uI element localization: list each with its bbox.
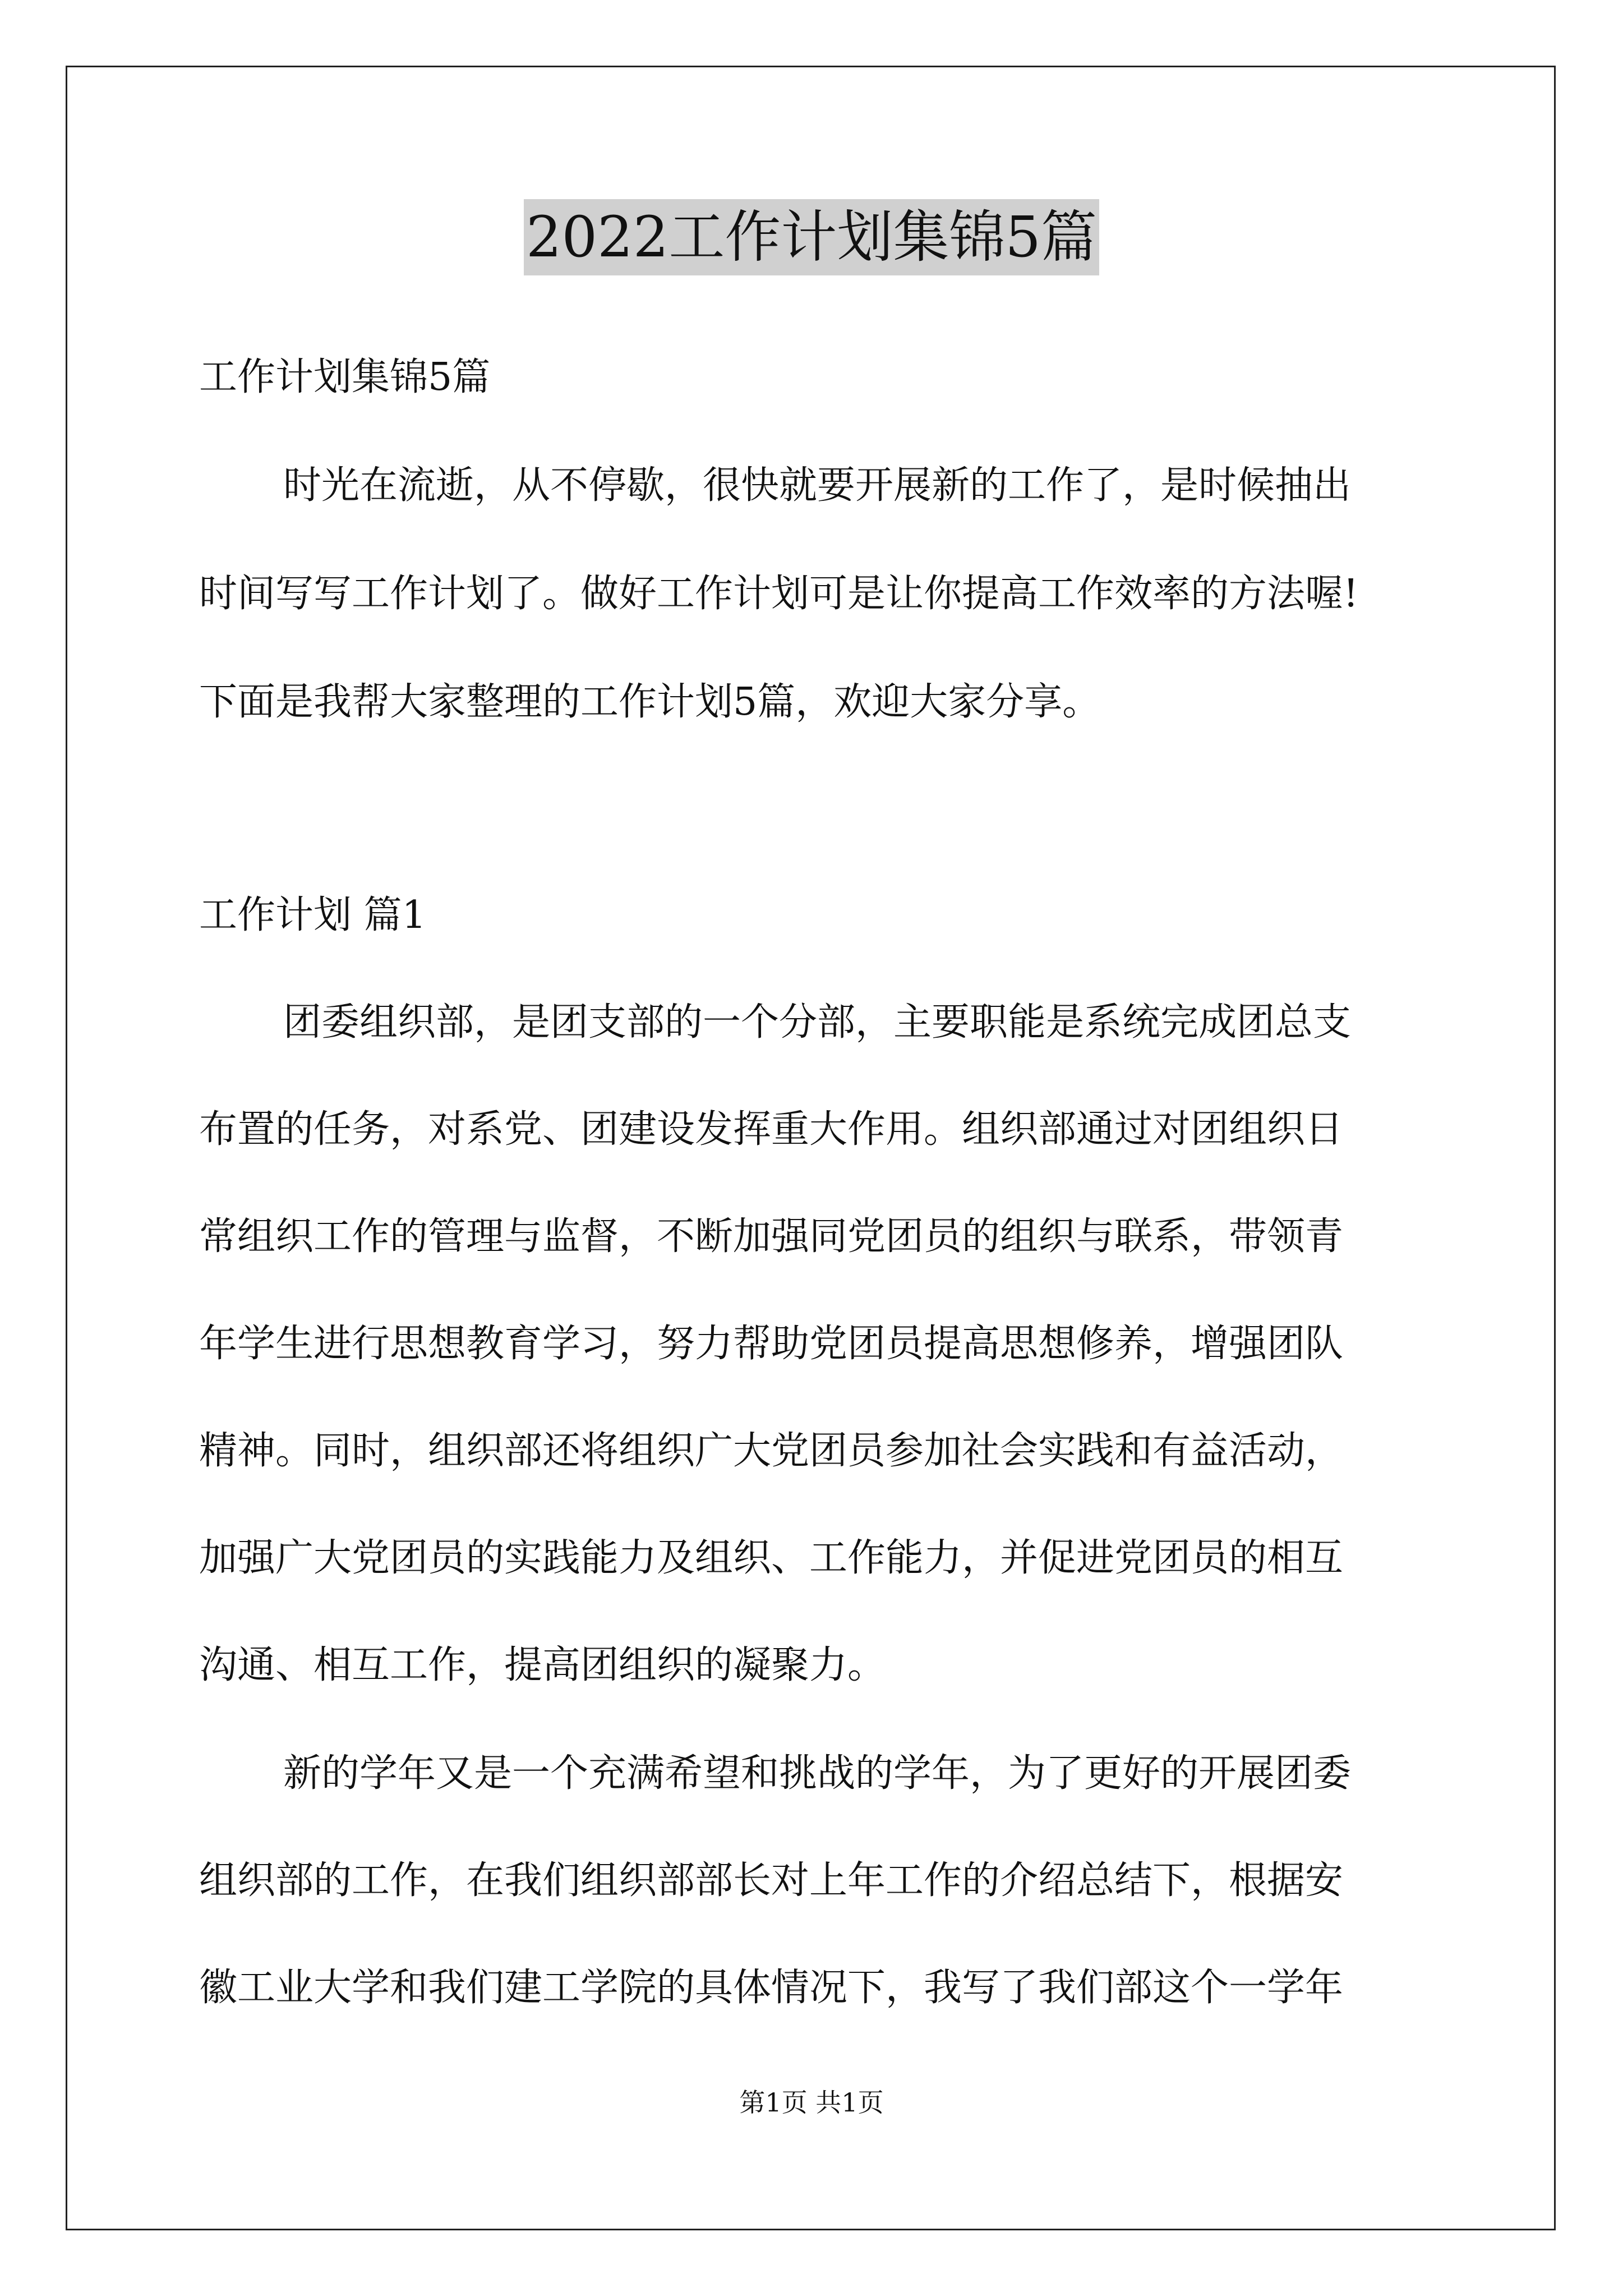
paragraph-line: 新的学年又是一个充满希望和挑战的学年，为了更好的开展团委 (283, 1751, 1352, 1796)
paragraph-line: 沟通、相互工作，提高团组织的凝聚力。 (199, 1643, 886, 1687)
section-heading: 工作计划 篇1 (199, 893, 426, 937)
intro-line: 时间写写工作计划了。做好工作计划可是让你提高工作效率的方法喔! (199, 572, 1359, 616)
document-title: 2022工作计划集锦5篇 (524, 199, 1099, 275)
paragraph-line: 组织部的工作，在我们组织部部长对上年工作的介绍总结下，根据安 (199, 1858, 1344, 1903)
document-subtitle: 工作计划集锦5篇 (199, 355, 491, 399)
paragraph-line: 布置的任务，对系党、团建设发挥重大作用。组织部通过对团组织日 (199, 1107, 1344, 1152)
paragraph-line: 精神。同时，组织部还将组织广大党团员参加社会实践和有益活动， (199, 1429, 1344, 1473)
intro-line: 下面是我帮大家整理的工作计划5篇，欢迎大家分享。 (199, 680, 1101, 724)
page-number: 第1页 共1页 (739, 2087, 884, 2118)
intro-line: 时光在流逝，从不停歇，很快就要开展新的工作了，是时候抽出 (283, 463, 1352, 508)
paragraph-line: 加强广大党团员的实践能力及组织、工作能力，并促进党团员的相互 (199, 1536, 1344, 1580)
paragraph-line: 徽工业大学和我们建工学院的具体情况下，我写了我们部这个一学年 (199, 1966, 1344, 2010)
title-container (0, 199, 1623, 275)
paragraph-line: 年学生进行思想教育学习，努力帮助党团员提高思想修养，增强团队 (199, 1322, 1344, 1366)
paragraph-line: 常组织工作的管理与监督，不断加强同党团员的组织与联系，带领青 (199, 1214, 1344, 1259)
paragraph-line: 团委组织部，是团支部的一个分部，主要职能是系统完成团总支 (283, 1000, 1352, 1045)
